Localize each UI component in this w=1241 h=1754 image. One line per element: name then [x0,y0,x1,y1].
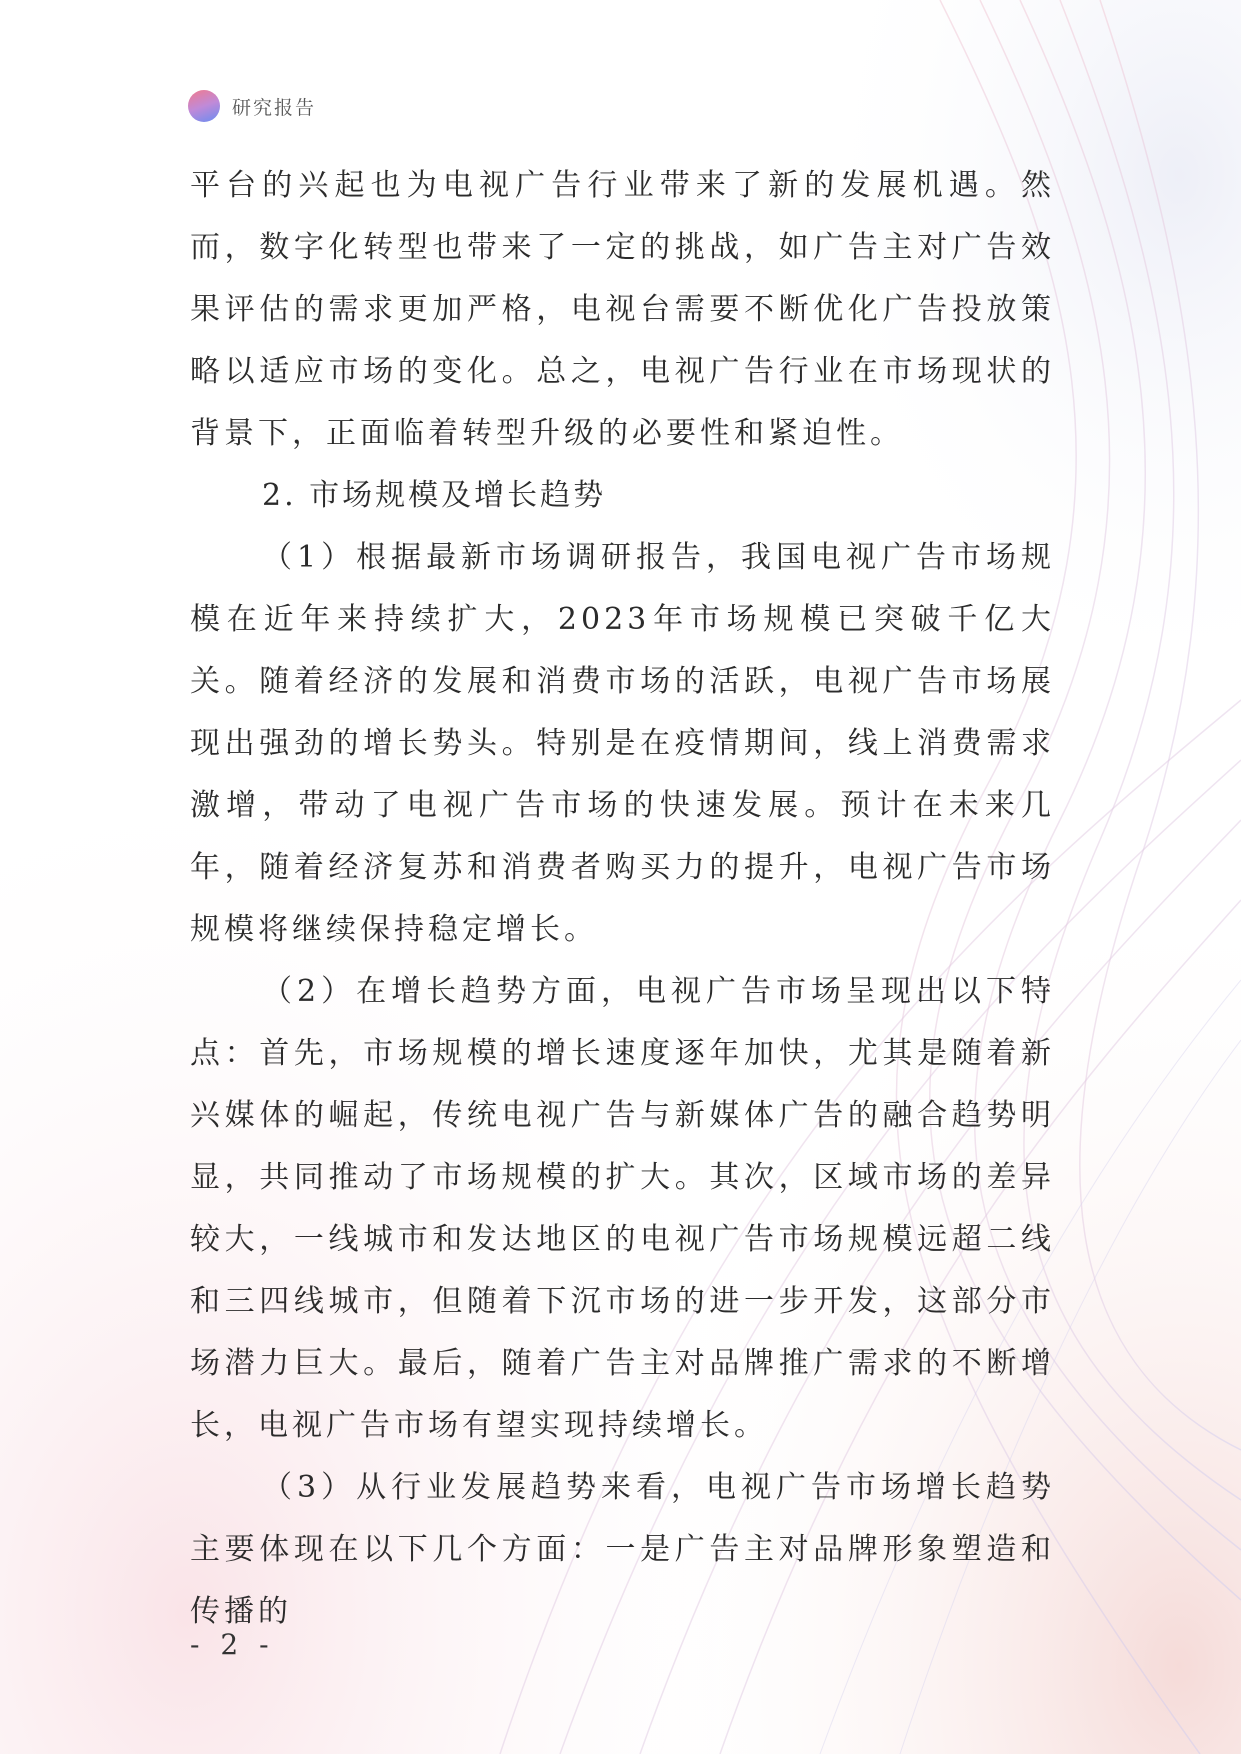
document-body [190,155,1055,1643]
page-header [188,88,316,124]
paragraph-3: （3）从行业发展趋势来看，电视广告市场增长趋势主要体现在以下几个方面：一是广告主对品牌形象塑造和传播的 [190,1470,1055,1629]
page-number: - 2 - [190,1628,275,1661]
paragraph-continued: 平台的兴起也为电视广告行业带来了新的发展机遇。然而，数字化转型也带来了一定的挑战，如广告主对广告效果评估的需求更加严格，电视台需要不断优化广告投放策略以适应市场的变化。总之，电视广告行业在市场现状的背景下，正面临着转型升级的必要性和紧迫性。 [190,168,1055,451]
header-title: 研究报告 [232,96,317,119]
report-logo-icon [188,90,220,122]
paragraph-2: （2）在增长趋势方面，电视广告市场呈现出以下特点：首先，市场规模的增长速度逐年加快，尤其是随着新兴媒体的崛起，传统电视广告与新媒体广告的融合趋势明显，共同推动了市场规模的扩大。其次，区域市场的差异较大，一线城市和发达地区的电视广告市场规模远超二线和三四线城市，但随着下沉市场的进一步开发，这部分市场潜力巨大。最后，随着广告主对品牌推广需求的不断增长，电视广告市场有望实现持续增长。 [190,974,1055,1443]
paragraph-1: （1）根据最新市场调研报告，我国电视广告市场规模在近年来持续扩大，2023年市场规模已突破千亿大关。随着经济的发展和消费市场的活跃，电视广告市场展现出强劲的增长势头。特别是在疫情期间，线上消费需求激增，带动了电视广告市场的快速发展。预计在未来几年，随着经济复苏和消费者购买力的提升，电视广告市场规模将继续保持稳定增长。 [190,540,1055,947]
section-heading: 2. 市场规模及增长趋势 [262,478,607,513]
